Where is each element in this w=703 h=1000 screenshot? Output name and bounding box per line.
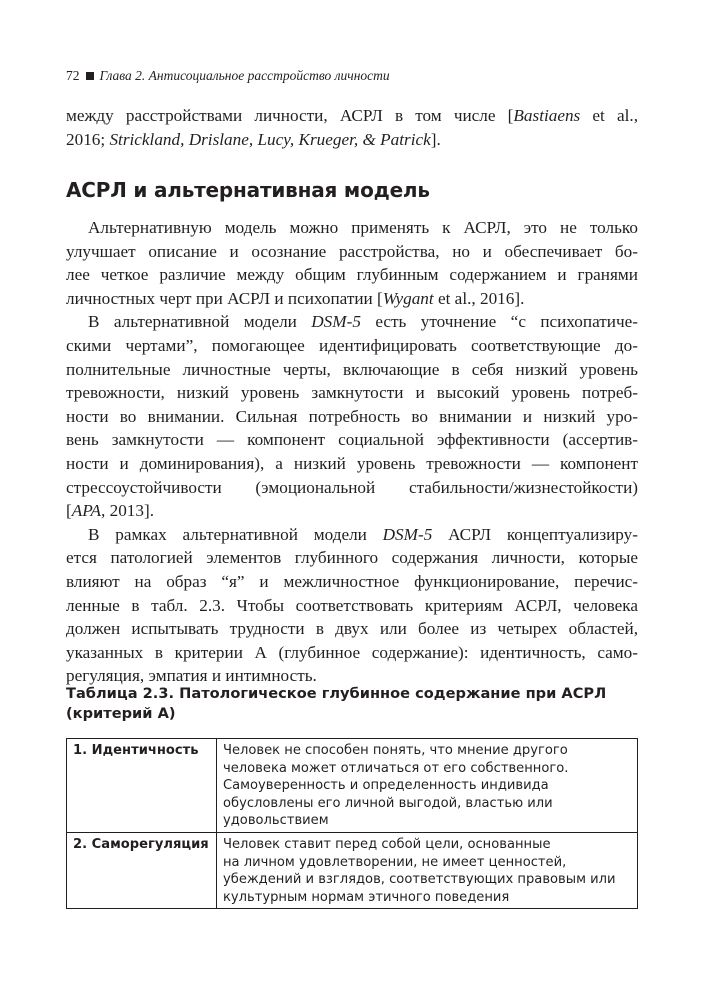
text-run: et al., 2016]. <box>433 288 525 308</box>
text-line <box>66 334 638 358</box>
text-line <box>66 104 638 128</box>
table-row <box>67 739 638 833</box>
text-run: АСРЛ концептуализиру- <box>432 524 638 544</box>
citation-author: Bastiaens <box>513 106 581 125</box>
text-line <box>66 428 638 452</box>
text-line <box>66 499 638 523</box>
text-run: ется патологией элементов глубинного содержания личности, которые <box>66 548 638 568</box>
text-run: указанных в критерии А (глубинное содержание): идентичность, само- <box>66 642 638 662</box>
continued-paragraph <box>66 104 638 151</box>
text-line <box>66 263 638 287</box>
text-run: регуляция, эмпатия и интимность. <box>66 666 317 686</box>
text-line <box>66 641 638 665</box>
text-line <box>66 452 638 476</box>
text-run: et al., <box>580 106 638 125</box>
paragraph <box>66 216 638 310</box>
text-run: скими чертами”, помогающее идентифицировать соответствующие до- <box>66 335 638 355</box>
text-run: ]. <box>430 129 441 149</box>
text-run: , 2013]. <box>101 501 155 521</box>
text-line <box>66 358 638 382</box>
text-run: вень замкнутости — компонент социальной эффективности (ассертив- <box>66 430 638 450</box>
text-run: есть уточнение “с психопатиче- <box>360 312 638 332</box>
criterion-term: 2. Саморегуляция <box>67 832 217 908</box>
text-run: ленные в табл. 2.3. Чтобы соответствовать критериям АСРЛ, человека <box>66 595 638 615</box>
section-body <box>66 216 638 688</box>
description-line: убеждений и взглядов, соответствующих правовым или <box>223 872 616 888</box>
criterion-description <box>217 832 638 908</box>
text-line <box>66 240 638 264</box>
text-line <box>66 287 638 311</box>
text-run: стрессоустойчивости (эмоциональной стабильности/жизнестойкости) <box>66 477 638 497</box>
criterion-description <box>217 739 638 833</box>
text-run: [ <box>66 501 72 521</box>
table-caption-line: (критерий А) <box>66 705 176 722</box>
description-line: культурным нормам этичного поведения <box>223 889 510 905</box>
paragraph <box>66 523 638 688</box>
page-number: 72 <box>66 68 80 83</box>
text-run: ности во внимании. Сильная потребность во внимании и низкий уро- <box>66 406 638 426</box>
section-heading: АСРЛ и альтернативная модель <box>66 178 430 202</box>
chapter-title: Глава 2. Антисоциальное расстройство личности <box>99 68 390 83</box>
paragraph <box>66 310 638 522</box>
text-run: личностных черт при АСРЛ и психопатии [ <box>66 288 383 308</box>
description-line: на личном удовлетворении, не имеет ценностей, <box>223 854 567 870</box>
text-line <box>66 570 638 594</box>
text-run: тревожности, низкий уровень замкнутости и высокий уровень потреб- <box>66 383 638 403</box>
table-caption <box>66 684 638 724</box>
criterion-term: 1. Идентичность <box>67 739 217 833</box>
description-line: Человек не способен понять, что мнение другого <box>223 743 568 758</box>
text-run: В рамках альтернативной модели <box>88 524 383 544</box>
text-run: Альтернативную модель можно применять к АСРЛ, это не только <box>88 218 638 237</box>
text-line <box>66 476 638 500</box>
description-line: обусловлены его личной выгодой, властью или <box>223 795 553 811</box>
italic-text: DSM-5 <box>311 312 361 332</box>
text-line <box>66 523 638 547</box>
citation-author: Strickland, Drislane, Lucy, Krueger, & Patrick <box>109 129 431 149</box>
text-run: 2016; <box>66 129 110 149</box>
italic-text: DSM-5 <box>382 524 433 544</box>
text-run: ности и доминирования), а низкий уровень тревожности — компонент <box>66 453 638 473</box>
text-line <box>66 310 638 334</box>
text-run: полнительные личностные черты, включающие в себя низкий уровень <box>66 359 638 379</box>
black-square-icon <box>86 72 94 80</box>
text-line <box>66 405 638 429</box>
text-run: должен испытывать трудности в двух или более из четырех областей, <box>66 619 638 639</box>
description-line: удовольствием <box>223 813 329 829</box>
table-row <box>67 832 638 908</box>
italic-text: Wygant <box>382 288 434 308</box>
text-line <box>66 546 638 570</box>
text-line <box>66 594 638 618</box>
text-run: между расстройствами личности, АСРЛ в том числе [ <box>66 106 514 125</box>
text-line <box>66 128 638 152</box>
description-line: Человек ставит перед собой цели, основанные <box>223 836 551 852</box>
text-line <box>66 617 638 641</box>
text-run: лее четкое различие между общим глубинным содержанием и гранями <box>66 265 638 285</box>
text-line <box>66 381 638 405</box>
description-line: человека может отличаться от его собственного. <box>223 760 569 776</box>
criteria-table <box>66 738 638 909</box>
description-line: Самоуверенность и определенность индивида <box>223 778 549 794</box>
text-run: влияют на образ “я” и межличностное функционирование, перечис- <box>66 571 638 591</box>
running-head <box>66 68 390 84</box>
italic-text: APA <box>71 501 102 521</box>
text-run: улучшает описание и осознание расстройства, но и обеспечивает бо- <box>66 241 638 261</box>
text-run: В альтернативной модели <box>88 312 312 332</box>
text-line <box>66 216 638 240</box>
table-caption-line: Таблица 2.3. Патологическое глубинное содержание при АСРЛ <box>66 685 607 702</box>
